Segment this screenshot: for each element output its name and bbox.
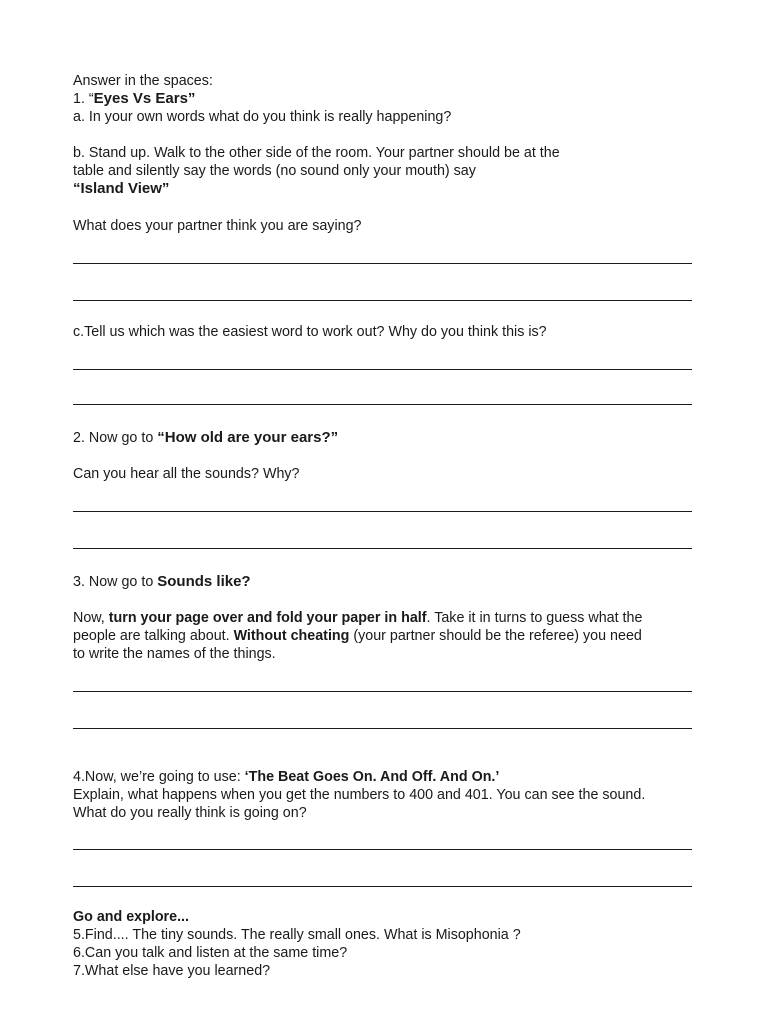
q3-p-bold2: Without cheating xyxy=(233,628,350,644)
q3-heading xyxy=(73,573,703,591)
q3-p-line3: to write the names of the things. xyxy=(73,646,276,662)
q3-p-bold1: turn your page over and fold your paper in half xyxy=(108,610,427,626)
explore-item-7: 7.What else have you learned? xyxy=(73,963,271,979)
q3-p-start: Now, xyxy=(73,610,109,626)
q1-part-b-line2: table and silently say the words (no sound only your mouth) say xyxy=(73,163,476,179)
q1-heading xyxy=(73,90,703,108)
q3-paragraph xyxy=(73,609,703,663)
q3-p-line2-end: (your partner should be the referee) you need xyxy=(349,628,642,644)
intro-text: Answer in the spaces: xyxy=(73,73,213,89)
q4-line2: Explain, what happens when you get the numbers to 400 and 401. You can see the sound. xyxy=(73,787,646,803)
q1-island-view-phrase: “Island View” xyxy=(73,180,170,197)
q4-line3: What do you really think is going on? xyxy=(73,805,307,821)
q4-title: ‘The Beat Goes On. And Off. And On.’ xyxy=(244,769,500,785)
q2-prefix: 2. Now go to xyxy=(73,430,158,446)
q1-title: Eyes Vs Ears” xyxy=(93,90,196,107)
q1-part-a: a. In your own words what do you think is really happening? xyxy=(73,109,452,125)
q2-heading xyxy=(73,429,703,447)
q1-number: 1. “ xyxy=(73,91,94,107)
q3-title: Sounds like? xyxy=(157,573,251,590)
q3-p-mid1: . Take it in turns to guess what the xyxy=(426,610,643,626)
q1-partner-question: What does your partner think you are saying? xyxy=(73,218,362,234)
q3-prefix: 3. Now go to xyxy=(73,574,158,590)
worksheet xyxy=(73,72,703,980)
explore-heading: Go and explore... xyxy=(73,909,189,925)
explore-item-5: 5.Find.... The tiny sounds. The really small ones. What is Misophonia ? xyxy=(73,927,521,943)
q3-p-line2-start: people are talking about. xyxy=(73,628,234,644)
q2-question: Can you hear all the sounds? Why? xyxy=(73,466,300,482)
q4-heading xyxy=(73,768,703,786)
q1-part-c: c.Tell us which was the easiest word to work out? Why do you think this is? xyxy=(73,324,547,340)
q1-part-b-line1: b. Stand up. Walk to the other side of the room. Your partner should be at the xyxy=(73,145,560,161)
q4-prefix: 4.Now, we’re going to use: xyxy=(73,769,245,785)
q2-title: “How old are your ears?” xyxy=(157,429,339,446)
explore-item-6: 6.Can you talk and listen at the same time? xyxy=(73,945,348,961)
